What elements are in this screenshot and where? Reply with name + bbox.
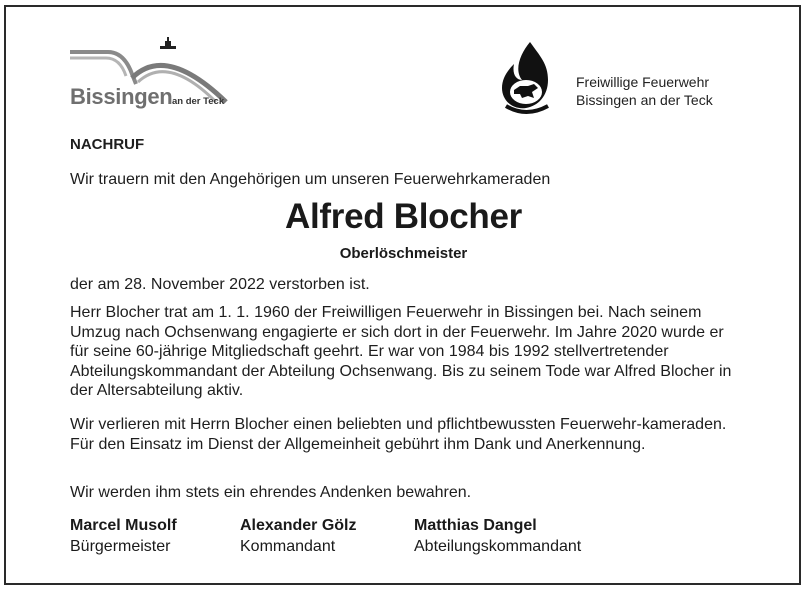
intro-text: Wir trauern mit den Angehörigen um unseren Feuerwehrkameraden	[70, 171, 551, 188]
signatory-role: Abteilungskommandant	[414, 538, 582, 555]
deceased-name: Alfred Blocher	[285, 197, 522, 236]
signatory-role: Kommandant	[240, 538, 336, 555]
signatory-name: Marcel Musolf	[70, 517, 177, 534]
heading: NACHRUF	[70, 136, 145, 153]
paragraph-closing: Wir werden ihm stets ein ehrendes Andenken bewahren.	[70, 484, 472, 501]
signatory	[70, 515, 177, 557]
signatory-name: Matthias Dangel	[414, 517, 537, 534]
flame-icon	[498, 40, 558, 120]
paragraph-tribute: Wir verlieren mit Herrn Blocher einen beliebten und pflichtbewussten Feuerwehr-kameraden. Für den Einsatz im Dienst der Allgemeinheit gebührt ihm Dank und Anerkennung.	[70, 416, 727, 453]
org-name-line2: Bissingen an der Teck	[576, 92, 713, 108]
death-date-line: der am 28. November 2022 verstorben ist.	[70, 276, 370, 293]
signatory	[414, 515, 581, 557]
town-name: Bissingen	[70, 84, 173, 109]
signatory-role: Bürgermeister	[70, 538, 171, 555]
paragraph-biography: Herr Blocher trat am 1. 1. 1960 der Freiwilligen Feuerwehr in Bissingen bei. Nach seinem Umzug nach Ochsenwang engagierte er sich dort in der Feuerwehr. Im Jahre 2020 wurde er für seine 60-jährige Mitgliedschaft geehrt. Er war von 1984 bis 1992 stellvertretender Abteilungskommandant der Abteilung Ochsenwang. Bis zu seinem Tode war Alfred Blocher in der Altersabteilung aktiv.	[70, 304, 732, 399]
fire-brigade-logo	[498, 40, 738, 120]
signatory	[240, 515, 356, 557]
signatory-name: Alexander Gölz	[240, 517, 357, 534]
deceased-rank: Oberlöschmeister	[339, 245, 468, 262]
org-name-line1: Freiwillige Feuerwehr	[576, 74, 710, 90]
town-suffix: an der Teck	[172, 96, 225, 107]
bissingen-logo	[66, 34, 231, 114]
